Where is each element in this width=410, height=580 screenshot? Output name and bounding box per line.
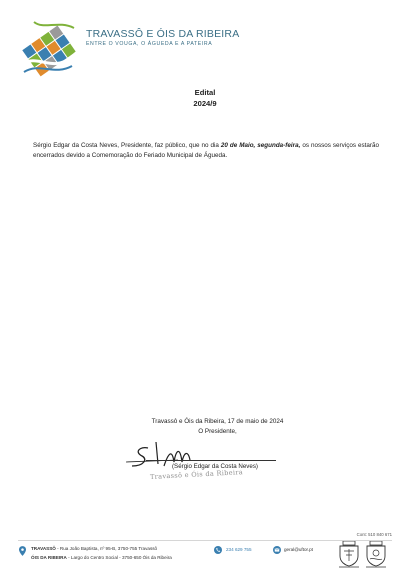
email-address[interactable]: geral@uftor.pt bbox=[284, 547, 313, 552]
signatory-role: O Presidente, bbox=[198, 428, 237, 435]
taxpayer-number: Cont: 510 840 671 bbox=[356, 532, 392, 537]
document-title: Edital bbox=[194, 88, 216, 97]
place-date: Travassô e Óis da Ribeira, 17 de maio de 2024 bbox=[151, 418, 284, 425]
address-ois-label: ÓIS DA RIBEIRA bbox=[31, 555, 67, 560]
official-stamp: Travassô e Óis da Ribeira bbox=[149, 468, 244, 481]
address-ois-text: - Largo do Centro Social - 3750-650 Óis da Ribeira bbox=[66, 555, 172, 560]
notice-body bbox=[33, 141, 379, 161]
footer-divider bbox=[18, 540, 392, 541]
notice-body-start: Sérgio Edgar da Costa Neves, Presidente, faz público, que no dia bbox=[33, 142, 221, 149]
address-travasso bbox=[31, 546, 157, 551]
ois-da-ribeira-crest bbox=[365, 541, 387, 569]
address-travasso-label: TRAVASSÔ bbox=[31, 546, 56, 551]
email-icon bbox=[273, 546, 281, 554]
travasso-crest bbox=[338, 541, 360, 569]
document-number: 2024/9 bbox=[193, 99, 217, 108]
location-pin-icon bbox=[19, 546, 26, 556]
notice-body-end: os nossos serviços estarão encerrados devido a Comemoração do Feriado Municipal de Águeda. bbox=[33, 142, 380, 159]
address-travasso-text: - Rua João Baptista, nº 95-B, 3750-755 Travassô bbox=[55, 546, 158, 551]
signatory-name: (Sérgio Edgar da Costa Neves) bbox=[172, 463, 258, 470]
notice-date-emphasis: 20 de Maio, segunda-feira, bbox=[220, 142, 301, 149]
address-ois bbox=[31, 555, 172, 560]
parish-logo bbox=[18, 14, 88, 80]
phone-number[interactable]: 234 629 755 bbox=[226, 547, 252, 552]
brand-subtitle: ENTRE O VOUGA, O ÁGUEDA E A PATEIRA bbox=[86, 41, 213, 47]
brand-title: TRAVASSÔ E ÓIS DA RIBEIRA bbox=[86, 28, 240, 40]
phone-icon bbox=[214, 546, 222, 554]
signature-line bbox=[146, 460, 276, 461]
